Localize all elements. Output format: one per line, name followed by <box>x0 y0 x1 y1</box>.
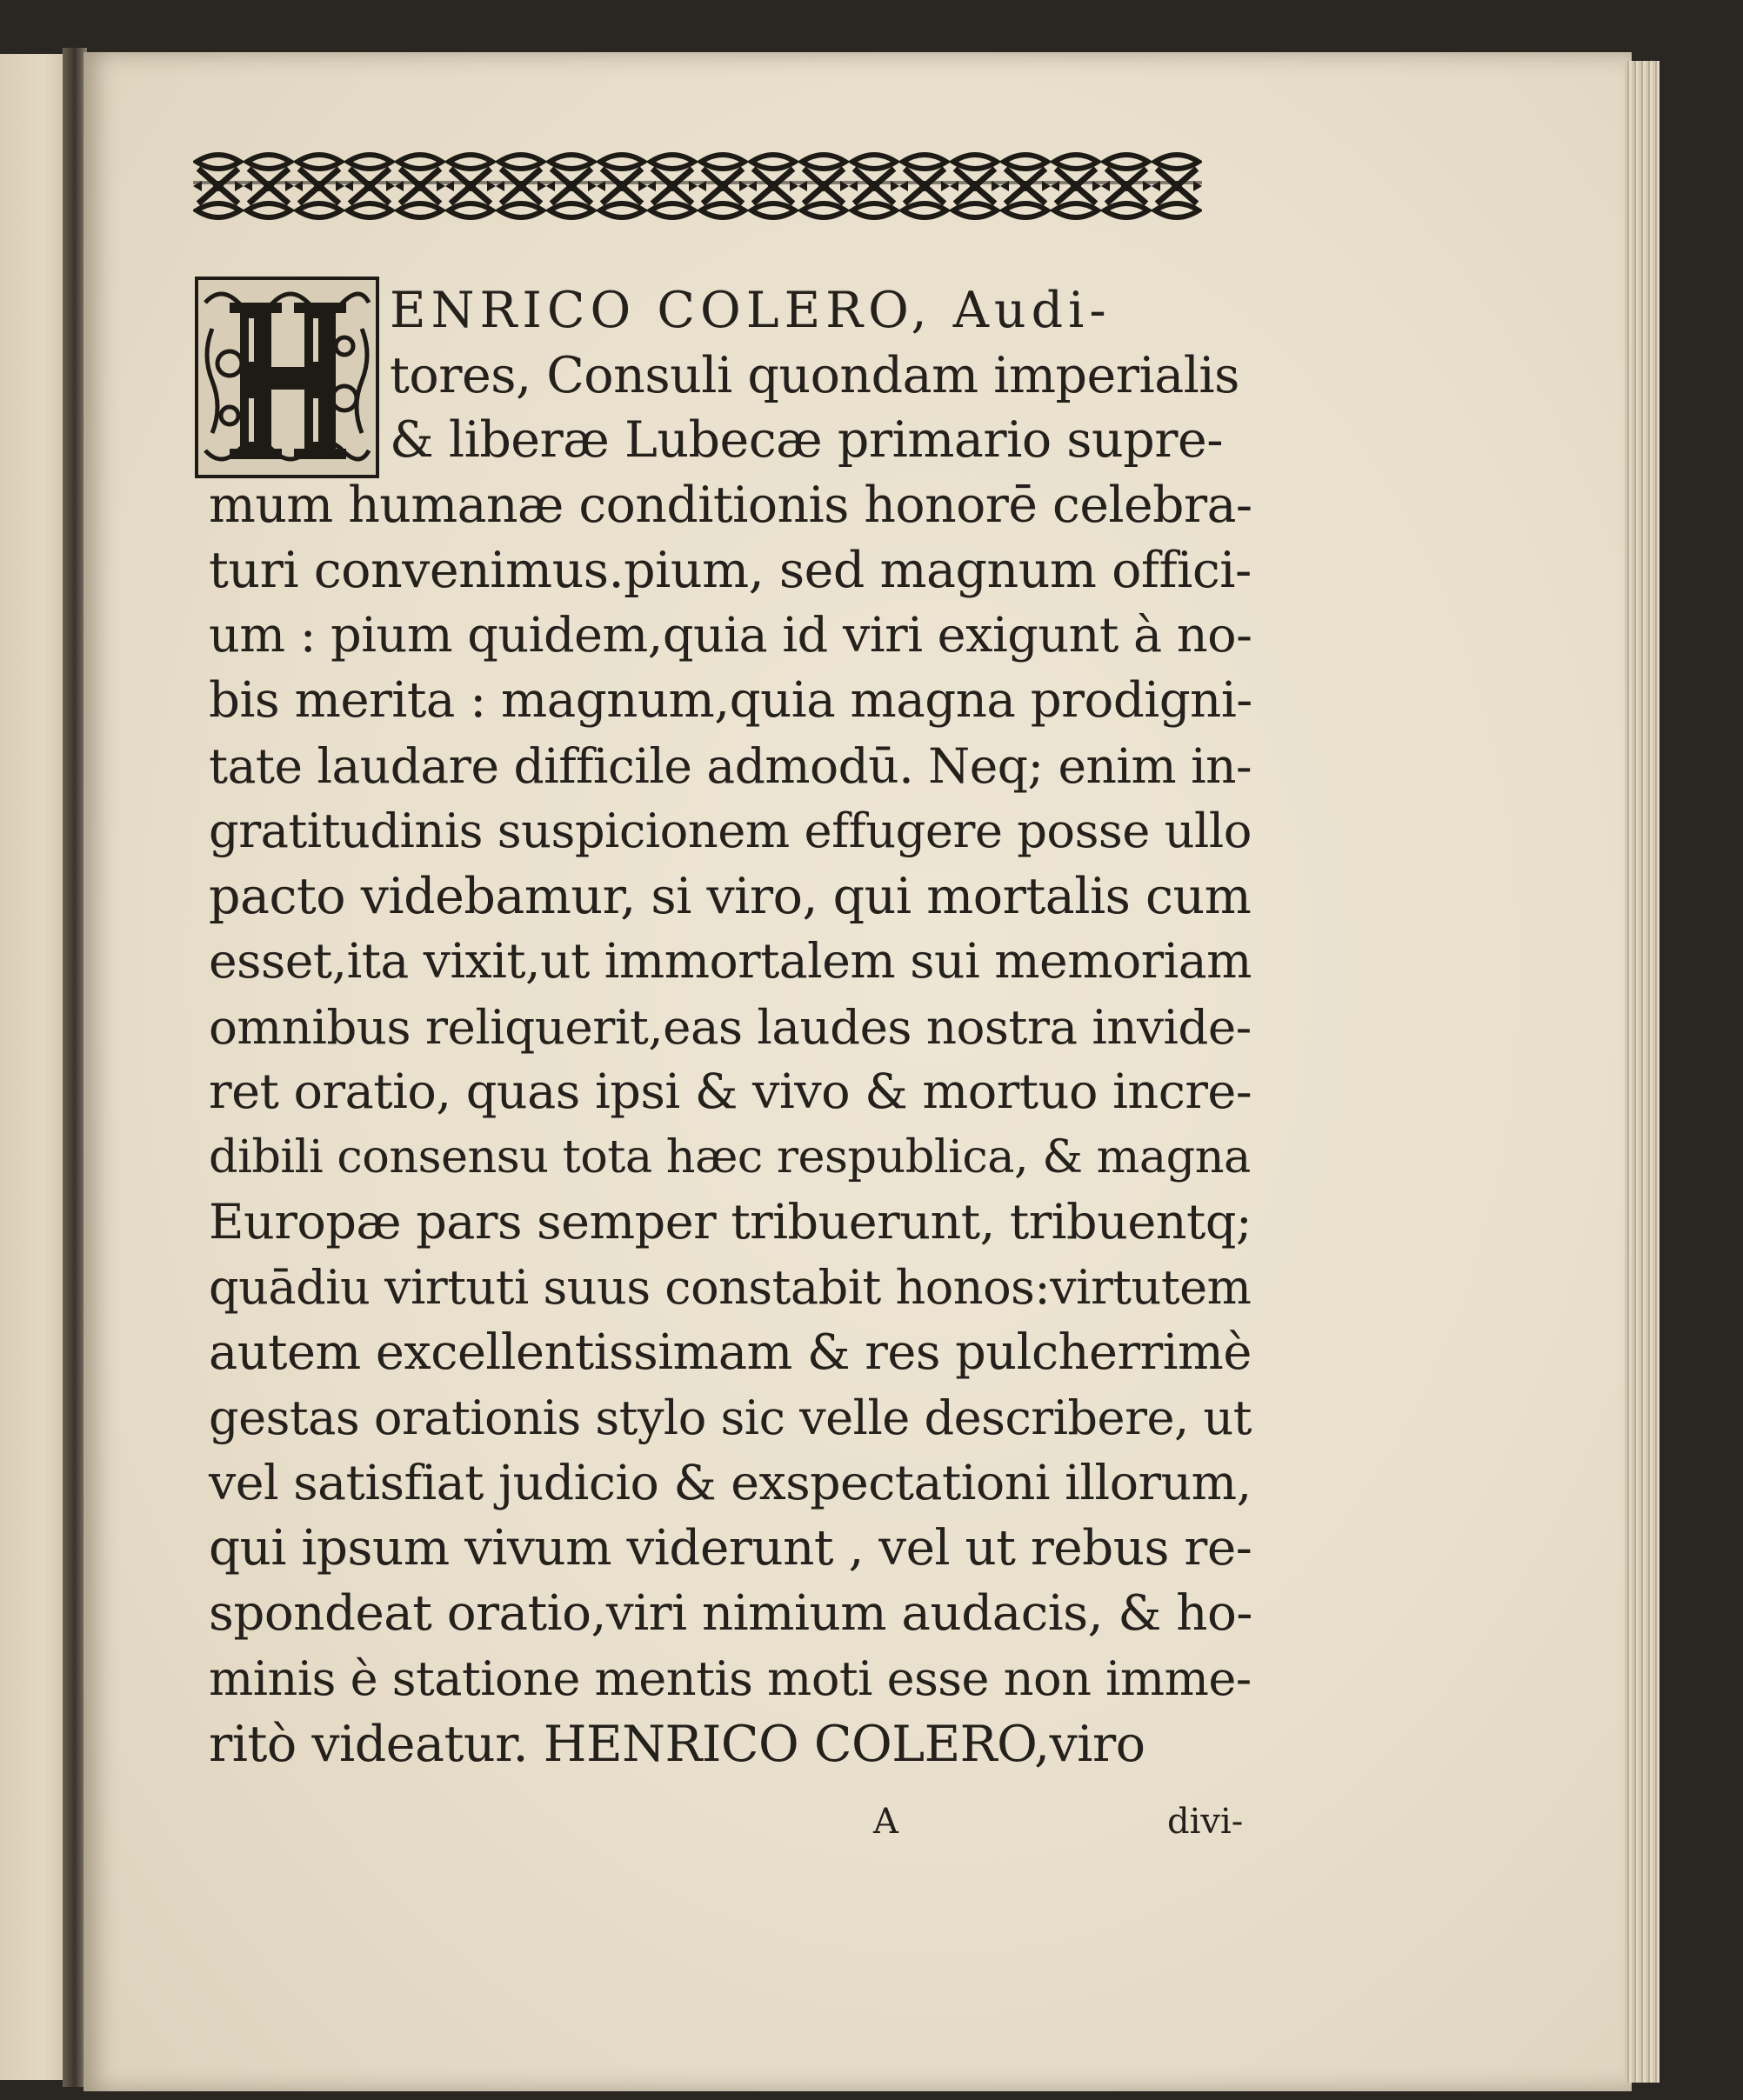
text-line: qui ipsum vivum viderunt , vel ut rebus re- <box>209 1520 1252 1577</box>
text-line: dibili consensu tota hæc respublica, & magna <box>209 1130 1251 1183</box>
text-line: vel satisfiat judicio & exspectationi illorum, <box>209 1456 1252 1511</box>
signature-mark: A <box>873 1802 898 1842</box>
text-line: ret oratio, quas ipsi & vivo & mortuo incre- <box>209 1063 1252 1120</box>
text-line: gestas orationis stylo sic velle describere, ut <box>209 1390 1252 1445</box>
text-line: minis è statione mentis moti esse non imme- <box>209 1651 1252 1706</box>
text-line: autem excellentissimam & res pulcherrimè <box>209 1324 1252 1381</box>
text-line: ENRICO COLERO, Audi- <box>390 282 1112 339</box>
text-line: bis merita : magnum,quia magna prodigni- <box>209 672 1252 729</box>
text-line: tate laudare difficile admodū. Neq; enim in- <box>209 738 1252 794</box>
text-line: esset,ita vixit,ut immortalem sui memoriam <box>209 934 1252 990</box>
text-line: tores, Consuli quondam imperialis <box>390 347 1239 404</box>
text-line: gratitudinis suspicionem effugere posse ullo <box>209 803 1252 858</box>
text-line: spondeat oratio,viri nimium audacis, & ho- <box>209 1585 1252 1642</box>
text-line: & liberæ Lubecæ primario supre- <box>390 411 1223 469</box>
text-line: quādiu virtuti suus constabit honos:virtutem <box>209 1260 1252 1315</box>
text-line: omnibus reliquerit,eas laudes nostra invide- <box>209 999 1252 1055</box>
text-line: pacto videbamur, si viro, qui mortalis cum <box>209 868 1252 925</box>
text-line: Europæ pars semper tribuerunt, tribuentq; <box>209 1194 1252 1250</box>
text-line: ritò videatur. HENRICO COLERO,viro <box>209 1716 1145 1773</box>
text-line: turi convenimus.pium, sed magnum offici- <box>209 542 1252 599</box>
text-line: mum humanæ conditionis honorē celebra- <box>209 477 1252 534</box>
text-line: um : pium quidem,quia id viri exigunt à no- <box>209 607 1252 663</box>
catchword: divi- <box>1167 1802 1244 1842</box>
